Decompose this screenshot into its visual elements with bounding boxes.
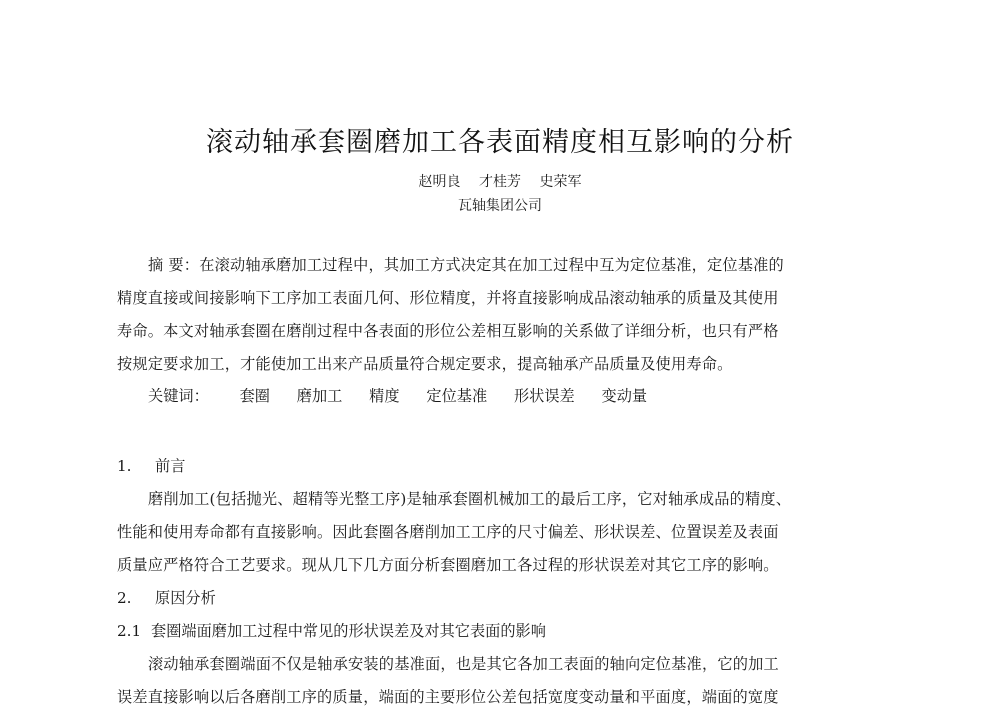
section-title: 前言 [155,457,186,475]
section-heading [117,455,185,476]
body-line: 磨削加工(包括抛光、超精等光整工序)是轴承套圈机械加工的最后工序，它对轴承成品的精度、 [148,490,792,508]
abstract-line: 寿命。本文对轴承套圈在磨削过程中各表面的形位公差相互影响的关系做了详细分析，也只有严格 [117,322,779,340]
keyword: 磨加工 [296,387,343,405]
keyword: 套圈 [239,387,270,405]
body-line: 误差直接影响以后各磨削工序的质量，端面的主要形位公差包括宽度变动量和平面度，端面的宽度 [117,688,779,706]
abstract-line: 精度直接或间接影响下工序加工表面几何、形位精度，并将直接影响成品滚动轴承的质量及其使用 [117,289,779,307]
abstract-line: 摘 要：在滚动轴承磨加工过程中，其加工方式决定其在加工过程中互为定位基准，定位基准的 [148,256,784,274]
keyword: 形状误差 [513,387,575,405]
abstract-line: 按规定要求加工，才能使加工出来产品质量符合规定要求，提高轴承产品质量及使用寿命。 [117,355,733,373]
keywords-row [148,385,669,406]
body-line: 滚动轴承套圈端面不仅是轴承安装的基准面，也是其它各加工表面的轴向定位基准，它的加工 [148,655,779,673]
keyword: 精度 [369,387,400,405]
paper-title: 滚动轴承套圈磨加工各表面精度相互影响的分析 [206,127,794,158]
keyword: 定位基准 [426,387,488,405]
body-line: 质量应严格符合工艺要求。现从几下几方面分析套圈磨加工各过程的形状误差对其它工序的影响。 [117,556,779,574]
section-number: 2. [117,589,132,607]
section-title: 套圈端面磨加工过程中常见的形状误差及对其它表面的影响 [151,622,546,640]
section-heading [117,587,216,608]
subsection-heading [117,620,546,641]
section-number: 1. [117,457,132,475]
body-line: 性能和使用寿命都有直接影响。因此套圈各磨削加工工序的尺寸偏差、形状误差、位置误差及表面 [117,523,779,541]
affiliation: 瓦轴集团公司 [458,198,542,214]
section-number: 2.1 [117,622,142,640]
author-list: 赵明良 才桂芳 史荣军 [418,174,582,190]
section-title: 原因分析 [155,589,216,607]
keyword: 变动量 [601,387,648,405]
keywords-label: 关键词： [148,387,209,405]
